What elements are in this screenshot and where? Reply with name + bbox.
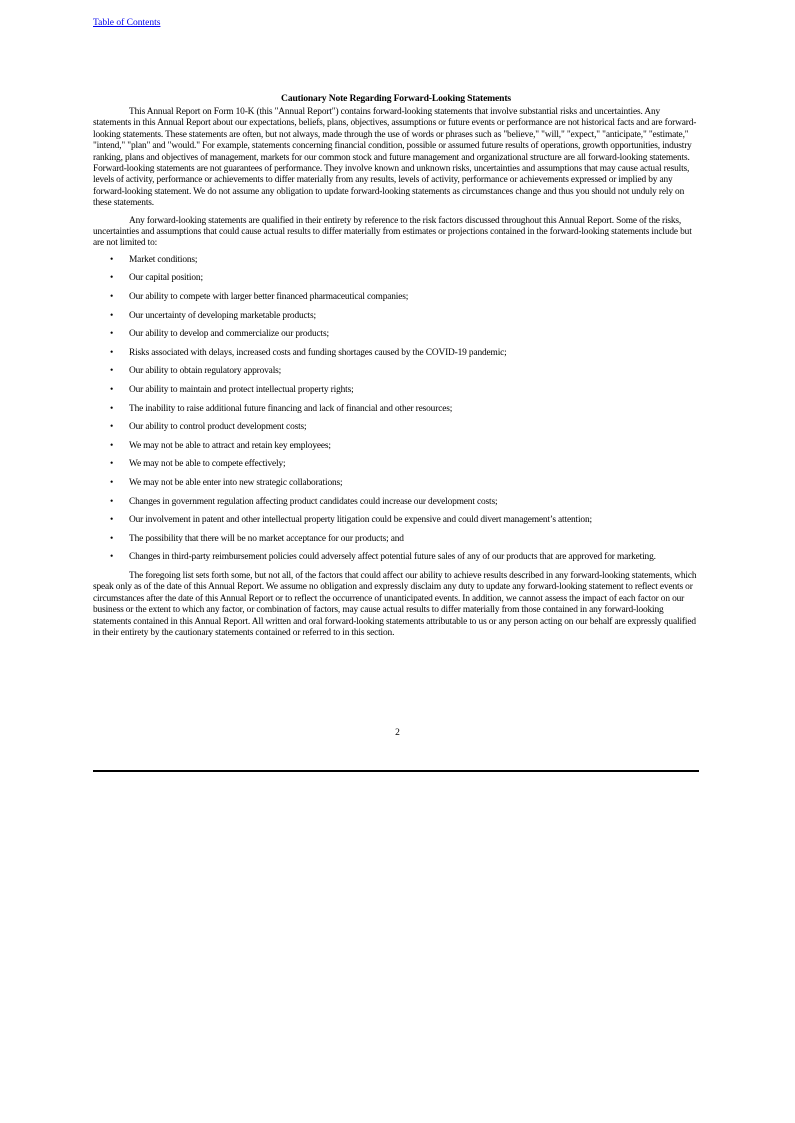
bullet-icon: •: [110, 478, 114, 488]
paragraph-foregoing: The foregoing list sets forth some, but not all, of the factors that could affect our ability to achieve results described in any forward-looking statements, which speak only as of the date of this Annual Report. We assume no obligation and expressly disclaim any duty to update any forward-looking statement to reflect events or circumstances after the date of this Annual Report or to reflect the occurrence of unanticipated events. In addition, we cannot assess the impact of each factor on our business or the extent to which any factor, or combination of factors, may cause actual results to differ materially from those contained in any forward-looking statements contained in this Annual Report. All written and oral forward-looking statements attributable to us or any person acting on our behalf are expressly qualified in their entirety by the cautionary statements contained or referred to in this section.: [93, 570, 697, 638]
page-divider: [93, 770, 699, 772]
list-item: [93, 292, 699, 303]
list-item: [93, 497, 699, 508]
list-item: [93, 478, 699, 489]
bullet-icon: •: [110, 273, 114, 284]
bullet-icon: •: [110, 459, 114, 470]
list-item: [93, 552, 699, 563]
bullet-icon: •: [110, 366, 114, 377]
list-item-text: Our ability to maintain and protect intellectual property rights;: [129, 385, 354, 396]
list-item-text: Market conditions;: [129, 254, 198, 265]
table-of-contents-link[interactable]: Table of Contents: [93, 18, 161, 28]
page-number: 2: [395, 728, 400, 738]
paragraph-risk-factors: Any forward-looking statements are qualified in their entirety by reference to the risk factors discussed throughout this Annual Report. Some of the risks, uncertainties and assumptions that could cause actual results to differ materially from estimates or projections contained in the forward-looking statements include but are not limited to:: [93, 215, 692, 249]
list-item: [93, 422, 699, 433]
list-item-text: We may not be able to attract and retain key employees;: [129, 440, 331, 451]
bullet-icon: •: [110, 385, 114, 396]
paragraph-intro: This Annual Report on Form 10-K (this "Annual Report") contains forward-looking statements that involve substantial risks and uncertainties. Any statements in this Annual Report about our expectations, beliefs, plans, objectives, assumptions or future events or performance are not historical facts and are forward-looking statements. These statements are often, but not always, made through the use of words or phrases such as "believe," "will," "expect," "anticipate," "estimate," "intend," "plan" and "would." For example, statements concerning financial condition, possible or assumed future results of operations, growth opportunities, industry ranking, plans and objectives of management, markets for our common stock and future management and organizational structure are all forward-looking statements. Forward-looking statements are not guarantees of performance. They involve known and unknown risks, uncertainties and assumptions that may cause actual results, levels of activity, performance or achievements to differ materially from any results, levels of activity, performance or achievements expressed or implied by any forward-looking statement. We do not assume any obligation to update forward-looking statements as circumstances change and thus you should not unduly rely on these statements.: [93, 107, 697, 209]
list-item-text: Our capital position;: [129, 273, 203, 284]
bullet-icon: •: [110, 515, 114, 526]
list-item: [93, 311, 699, 322]
list-item: [93, 255, 699, 266]
list-item: [93, 404, 699, 415]
list-item-text: Our ability to obtain regulatory approvals;: [129, 366, 282, 377]
bullet-icon: •: [110, 310, 114, 321]
bullet-icon: •: [110, 347, 114, 358]
list-item: [93, 273, 699, 284]
bullet-icon: •: [110, 496, 114, 507]
list-item: [93, 385, 699, 396]
document-body: [93, 93, 699, 639]
list-item-text: The possibility that there will be no market acceptance for our products; and: [129, 533, 404, 544]
bullet-icon: •: [110, 329, 114, 340]
list-item: [93, 534, 699, 545]
list-item: [93, 441, 699, 452]
list-item: [93, 366, 699, 377]
risk-list: [93, 255, 699, 564]
section-title: Cautionary Note Regarding Forward-Looking Statements: [281, 93, 511, 104]
list-item-text: We may not be able to compete effectively;: [129, 459, 286, 470]
list-item-text: Our ability to compete with larger better financed pharmaceutical companies;: [129, 292, 409, 303]
bullet-icon: •: [110, 403, 114, 414]
list-item-text: We may not be able enter into new strategic collaborations;: [129, 478, 343, 488]
list-item: [93, 329, 699, 340]
list-item-text: The inability to raise additional future financing and lack of financial and other resources;: [129, 403, 453, 414]
bullet-icon: •: [110, 440, 114, 451]
list-item: [93, 459, 699, 470]
bullet-icon: •: [110, 533, 114, 544]
list-item: [93, 348, 699, 359]
list-item-text: Our ability to develop and commercialize our products;: [129, 329, 329, 340]
list-item-text: Changes in third-party reimbursement policies could adversely affect potential future sales of any of our products that are approved for marketing.: [129, 552, 656, 563]
list-item-text: Our involvement in patent and other intellectual property litigation could be expensive and could divert management’s attention;: [129, 515, 592, 526]
bullet-icon: •: [110, 254, 114, 265]
bullet-icon: •: [110, 292, 114, 303]
bullet-icon: •: [110, 422, 114, 433]
list-item-text: Risks associated with delays, increased costs and funding shortages caused by the COVID-19 pandemic;: [129, 347, 507, 358]
list-item-text: Our uncertainty of developing marketable products;: [129, 310, 316, 321]
list-item: [93, 515, 699, 526]
list-item-text: Changes in government regulation affecting product candidates could increase our development costs;: [129, 496, 498, 507]
list-item-text: Our ability to control product development costs;: [129, 422, 307, 433]
bullet-icon: •: [110, 552, 114, 563]
